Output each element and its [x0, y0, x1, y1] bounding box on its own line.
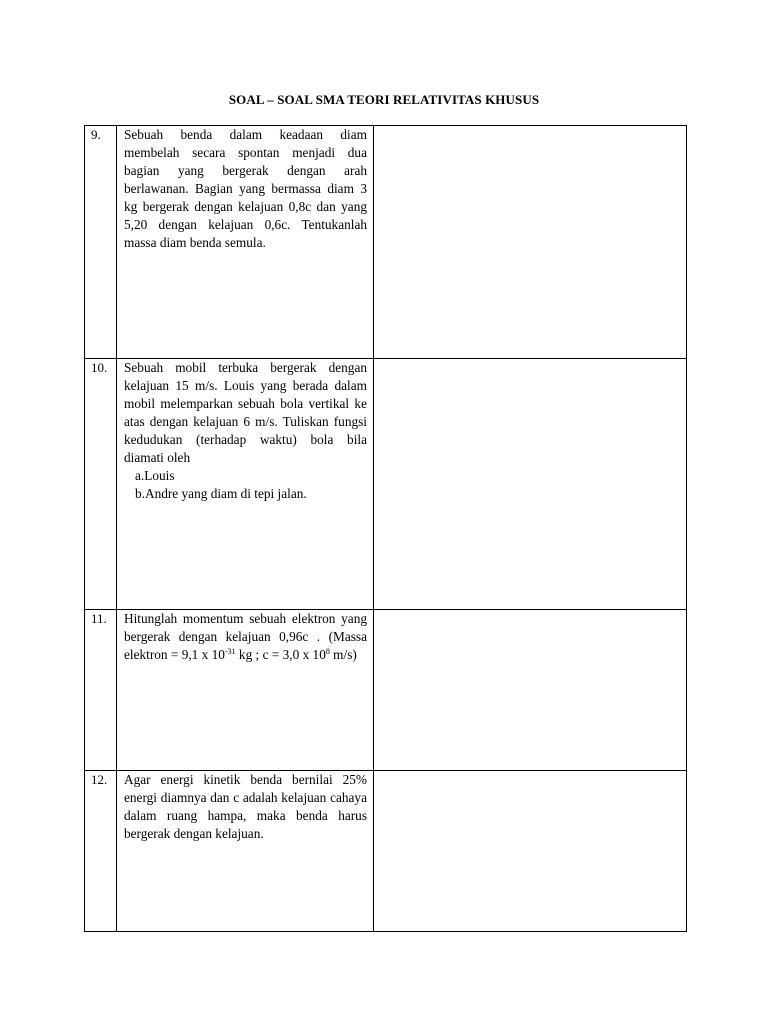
question-text-part: kg ; c = 3,0 x 10	[235, 647, 326, 662]
question-text-part: Hitunglah momentum sebuah elektron yang bergerak dengan kelajuan 0,96c . (Massa elektron = 9,1 x 10	[124, 611, 367, 662]
option-a: a.Louis	[135, 468, 175, 483]
table-row	[85, 610, 687, 771]
table-row	[85, 126, 687, 359]
question-text: Agar energi kinetik benda bernilai 25% energi diamnya dan c adalah kelajuan cahaya dalam ruang hampa, maka benda harus bergerak dengan kelajuan.	[124, 772, 367, 841]
page-title: SOAL – SOAL SMA TEORI RELATIVITAS KHUSUS	[228, 92, 540, 107]
question-number: 10.	[85, 359, 117, 610]
question-text: Sebuah benda dalam keadaan diam membelah secara spontan menjadi dua bagian yang bergerak dengan arah berlawanan. Bagian yang bermassa diam 3 kg bergerak dengan kelajuan 0,8c dan yang 5,20 dengan kelajuan 0,6c. Tentukanlah massa diam benda semula.	[124, 127, 367, 250]
question-cell	[117, 610, 374, 771]
question-number: 11.	[85, 610, 117, 771]
electron-mass-exponent: -31	[224, 647, 236, 656]
option-b: b.Andre yang diam di tepi jalan.	[135, 486, 307, 501]
question-number: 12.	[85, 771, 117, 932]
question-cell	[117, 771, 374, 932]
questions-table	[84, 125, 687, 932]
answer-cell	[374, 610, 687, 771]
question-cell	[117, 126, 374, 359]
answer-cell	[374, 126, 687, 359]
table-row	[85, 771, 687, 932]
question-text-part: m/s)	[329, 647, 357, 662]
question-number: 9.	[85, 126, 117, 359]
answer-cell	[374, 771, 687, 932]
table-row	[85, 359, 687, 610]
question-text	[117, 610, 373, 664]
light-speed-exponent: 8	[325, 647, 330, 656]
answer-cell	[374, 359, 687, 610]
question-text: Sebuah mobil terbuka bergerak dengan kelajuan 15 m/s. Louis yang berada dalam mobil melemparkan sebuah bola vertikal ke atas dengan kelajuan 6 m/s. Tuliskan fungsi kedudukan (terhadap waktu) bola bila diamati oleh	[124, 360, 367, 465]
question-cell	[117, 359, 374, 610]
